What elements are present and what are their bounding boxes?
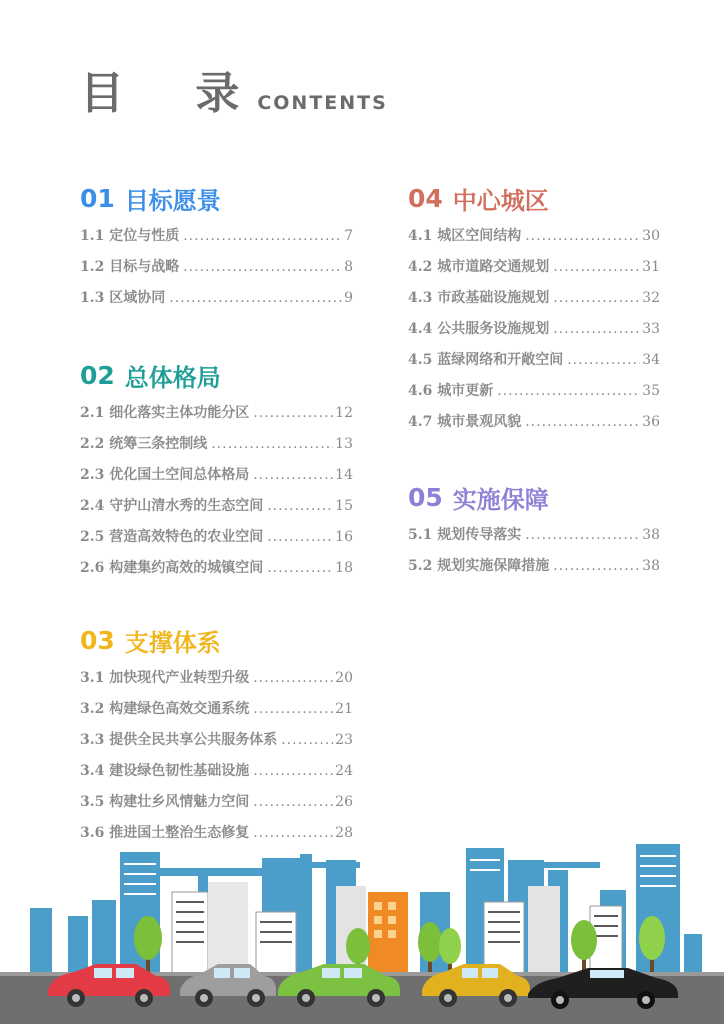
section-number: 02 xyxy=(80,360,115,390)
entry-label: 1.2 目标与战略 xyxy=(80,259,180,275)
section-name: 支撑体系 xyxy=(124,628,221,657)
entry-label: 3.4 建设绿色韧性基础设施 xyxy=(80,763,250,779)
toc-entry[interactable] xyxy=(80,526,353,557)
entry-page: 36 xyxy=(642,414,660,430)
entry-page: 38 xyxy=(642,527,660,543)
toc-entry[interactable] xyxy=(408,318,660,349)
toc-entry[interactable] xyxy=(80,495,353,526)
entry-page: 26 xyxy=(335,794,353,810)
leader-dots xyxy=(267,529,333,545)
entry-label: 5.1 规划传导落实 xyxy=(408,527,522,543)
section-number: 04 xyxy=(408,183,443,213)
entry-page: 32 xyxy=(642,290,660,306)
leader-dots xyxy=(253,701,333,717)
leader-dots xyxy=(253,670,333,686)
leader-dots xyxy=(267,498,333,514)
leader-dots xyxy=(525,527,640,543)
leader-dots xyxy=(281,732,333,748)
section-number: 05 xyxy=(408,482,443,512)
section-heading xyxy=(408,181,660,215)
leader-dots xyxy=(497,383,640,399)
toc-entry[interactable] xyxy=(80,729,353,760)
toc-entry[interactable] xyxy=(80,225,353,256)
entry-page: 20 xyxy=(335,670,353,686)
leader-dots xyxy=(183,228,342,244)
entry-label: 3.3 提供全民共享公共服务体系 xyxy=(80,732,278,748)
toc-entry[interactable] xyxy=(408,225,660,256)
toc-entry[interactable] xyxy=(80,667,353,698)
entry-page: 15 xyxy=(335,498,353,514)
entry-page: 34 xyxy=(642,352,660,368)
leader-dots xyxy=(183,259,342,275)
entry-label: 4.5 蓝绿网络和开敞空间 xyxy=(408,352,564,368)
entry-label: 2.5 营造高效特色的农业空间 xyxy=(80,529,264,545)
section-name: 总体格局 xyxy=(124,363,221,392)
toc-title-en: CONTENTS xyxy=(257,92,388,114)
entry-label: 1.1 定位与性质 xyxy=(80,228,180,244)
leader-dots xyxy=(211,436,333,452)
leader-dots xyxy=(553,290,640,306)
toc-entry[interactable] xyxy=(408,256,660,287)
entry-label: 2.6 构建集约高效的城镇空间 xyxy=(80,560,264,576)
section-number: 01 xyxy=(80,183,115,213)
toc-header xyxy=(80,70,388,118)
entry-label: 1.3 区域协同 xyxy=(80,290,166,306)
leader-dots xyxy=(525,228,640,244)
entry-label: 3.5 构建壮乡风情魅力空间 xyxy=(80,794,250,810)
section-03 xyxy=(80,623,353,853)
leader-dots xyxy=(553,259,640,275)
leader-dots xyxy=(169,290,342,306)
entry-label: 3.6 推进国土整治生态修复 xyxy=(80,825,250,841)
entry-page: 7 xyxy=(344,228,353,244)
toc-entry[interactable] xyxy=(408,349,660,380)
toc-entry[interactable] xyxy=(80,760,353,791)
toc-entry[interactable] xyxy=(408,411,660,442)
entry-page: 38 xyxy=(642,558,660,574)
entry-page: 16 xyxy=(335,529,353,545)
entry-page: 31 xyxy=(642,259,660,275)
entry-page: 24 xyxy=(335,763,353,779)
toc-entry[interactable] xyxy=(80,433,353,464)
entry-label: 2.4 守护山清水秀的生态空间 xyxy=(80,498,264,514)
section-heading xyxy=(408,480,660,514)
leader-dots xyxy=(553,321,640,337)
entry-page: 14 xyxy=(335,467,353,483)
toc-entry[interactable] xyxy=(80,287,353,318)
section-name: 目标愿景 xyxy=(124,186,221,215)
toc-entry[interactable] xyxy=(80,256,353,287)
entry-label: 2.2 统筹三条控制线 xyxy=(80,436,208,452)
toc-entry[interactable] xyxy=(80,464,353,495)
toc-entry[interactable] xyxy=(80,791,353,822)
leader-dots xyxy=(253,794,333,810)
entry-label: 2.1 细化落实主体功能分区 xyxy=(80,405,250,421)
entry-page: 12 xyxy=(335,405,353,421)
toc-entry[interactable] xyxy=(80,402,353,433)
section-05 xyxy=(408,480,660,586)
leader-dots xyxy=(567,352,640,368)
toc-entry[interactable] xyxy=(408,555,660,586)
leader-dots xyxy=(253,763,333,779)
entry-page: 9 xyxy=(344,290,353,306)
entry-page: 30 xyxy=(642,228,660,244)
section-02 xyxy=(80,358,353,588)
toc-entry[interactable] xyxy=(408,524,660,555)
section-01 xyxy=(80,181,353,318)
entry-page: 33 xyxy=(642,321,660,337)
city-skyline-with-cars-icon xyxy=(0,830,724,1024)
entry-page: 18 xyxy=(335,560,353,576)
entry-page: 21 xyxy=(335,701,353,717)
section-number: 03 xyxy=(80,625,115,655)
entry-page: 23 xyxy=(335,732,353,748)
entry-label: 4.6 城市更新 xyxy=(408,383,494,399)
entry-label: 4.7 城市景观风貌 xyxy=(408,414,522,430)
toc-entry[interactable] xyxy=(80,698,353,729)
entry-label: 3.2 构建绿色高效交通系统 xyxy=(80,701,250,717)
entry-label: 5.2 规划实施保障措施 xyxy=(408,558,550,574)
entry-label: 2.3 优化国土空间总体格局 xyxy=(80,467,250,483)
toc-entry[interactable] xyxy=(408,287,660,318)
toc-title-cn: 目 录 xyxy=(80,68,268,119)
section-name: 中心城区 xyxy=(452,186,549,215)
entry-label: 3.1 加快现代产业转型升级 xyxy=(80,670,250,686)
section-heading xyxy=(80,358,353,392)
leader-dots xyxy=(525,414,640,430)
entry-page: 13 xyxy=(335,436,353,452)
entry-label: 4.1 城区空间结构 xyxy=(408,228,522,244)
leader-dots xyxy=(267,560,333,576)
entry-label: 4.4 公共服务设施规划 xyxy=(408,321,550,337)
leader-dots xyxy=(253,405,333,421)
entry-label: 4.3 市政基础设施规划 xyxy=(408,290,550,306)
section-04 xyxy=(408,181,660,442)
entry-page: 8 xyxy=(344,259,353,275)
entry-label: 4.2 城市道路交通规划 xyxy=(408,259,550,275)
section-name: 实施保障 xyxy=(452,485,549,514)
toc-entry[interactable] xyxy=(80,557,353,588)
leader-dots xyxy=(253,467,333,483)
entry-page: 28 xyxy=(335,825,353,841)
section-heading xyxy=(80,181,353,215)
leader-dots xyxy=(553,558,640,574)
toc-entry[interactable] xyxy=(408,380,660,411)
section-heading xyxy=(80,623,353,657)
entry-page: 35 xyxy=(642,383,660,399)
